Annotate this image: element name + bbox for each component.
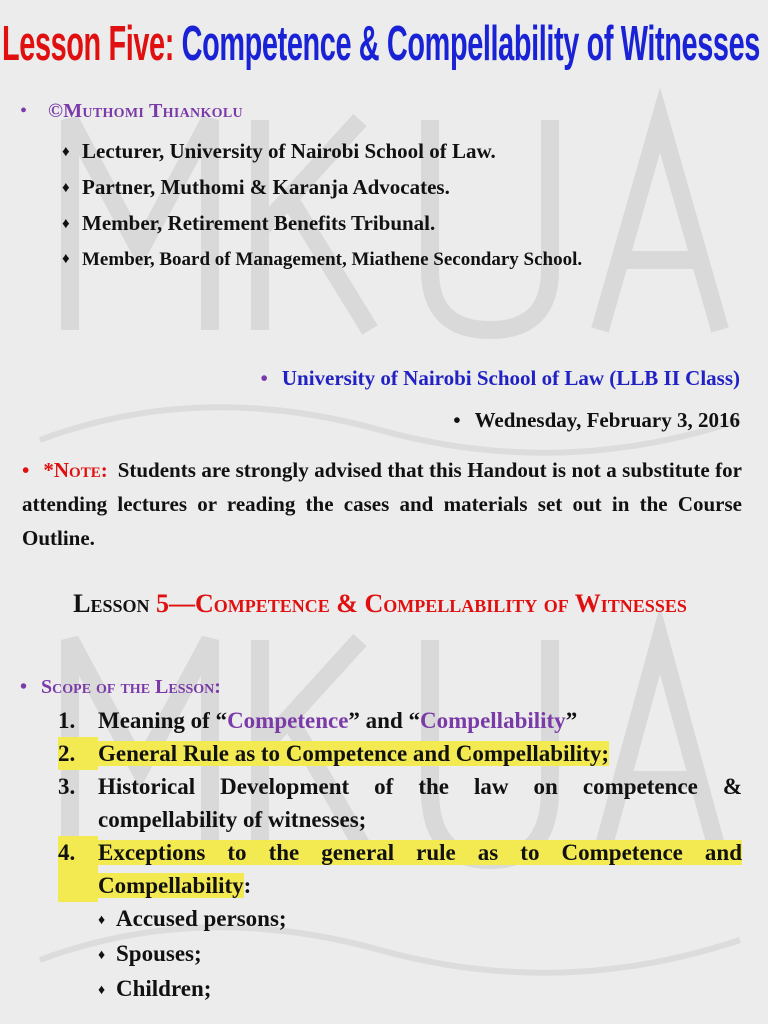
highlighted-text: Exceptions to the general rule as to Competence and Compellability bbox=[98, 840, 742, 898]
scope-list bbox=[58, 704, 742, 1007]
diamond-bullet-icon: ♦ bbox=[98, 913, 106, 928]
note-paragraph: • *Note: Students are strongly advised that this Handout is not a substitute for attending lectures or reading the cases and materials set out in the Course Outline. bbox=[22, 458, 742, 550]
author-name: ©Muthomi Thiankolu bbox=[48, 100, 243, 122]
role-item: ♦ Member, Board of Management, Miathene Secondary School. bbox=[62, 246, 582, 282]
date-line: • Wednesday, February 3, 2016 bbox=[453, 408, 740, 432]
sub-item: ♦ Children; bbox=[58, 972, 742, 1007]
author-roles bbox=[62, 138, 582, 282]
note-text: Students are strongly advised that this Handout is not a substitute for attending lectures or reading the cases and materials set out in the Course Outline. bbox=[22, 458, 742, 550]
diamond-bullet-icon: ♦ bbox=[62, 216, 70, 232]
sub-item: ♦ Spouses; bbox=[58, 937, 742, 972]
role-item: ♦ Member, Retirement Benefits Tribunal. bbox=[62, 211, 436, 235]
title-lesson-five: Lesson Five bbox=[2, 17, 165, 71]
diamond-bullet-icon: ♦ bbox=[62, 180, 70, 196]
lesson-heading: Lesson 5—Competence & Compellability of Witnesses bbox=[73, 589, 687, 618]
list-item: 3. Historical Development of the law on competence & compellability of witnesses; bbox=[58, 774, 742, 832]
diamond-bullet-icon: ♦ bbox=[98, 983, 106, 998]
university-line: • University of Nairobi School of Law (LLB II Class) bbox=[260, 366, 740, 390]
note-label: *Note: bbox=[43, 458, 108, 482]
sub-item: ♦ Accused persons; bbox=[58, 902, 742, 937]
role-item: ♦ Partner, Muthomi & Karanja Advocates. bbox=[62, 175, 450, 199]
role-item: ♦ Lecturer, University of Nairobi School of Law. bbox=[62, 139, 496, 163]
scope-heading: • Scope of the Lesson: bbox=[20, 676, 221, 698]
diamond-bullet-icon: ♦ bbox=[98, 948, 106, 963]
highlighted-text: General Rule as to Competence and Compellability; bbox=[98, 741, 610, 766]
list-item: 2. General Rule as to Competence and Compellability; bbox=[58, 737, 742, 770]
diamond-bullet-icon: ♦ bbox=[62, 144, 70, 160]
slide-title bbox=[2, 6, 760, 84]
list-item: 4. Exceptions to the general rule as to Competence and Compellability: bbox=[58, 836, 742, 902]
title-topic: Competence & Compellability of Witnesses bbox=[181, 17, 760, 71]
bullet-dot: • bbox=[20, 100, 28, 122]
title-colon: : bbox=[164, 17, 174, 71]
list-item: 1. Meaning of “Competence” and “Compellability” bbox=[58, 708, 578, 733]
diamond-bullet-icon: ♦ bbox=[62, 251, 70, 267]
